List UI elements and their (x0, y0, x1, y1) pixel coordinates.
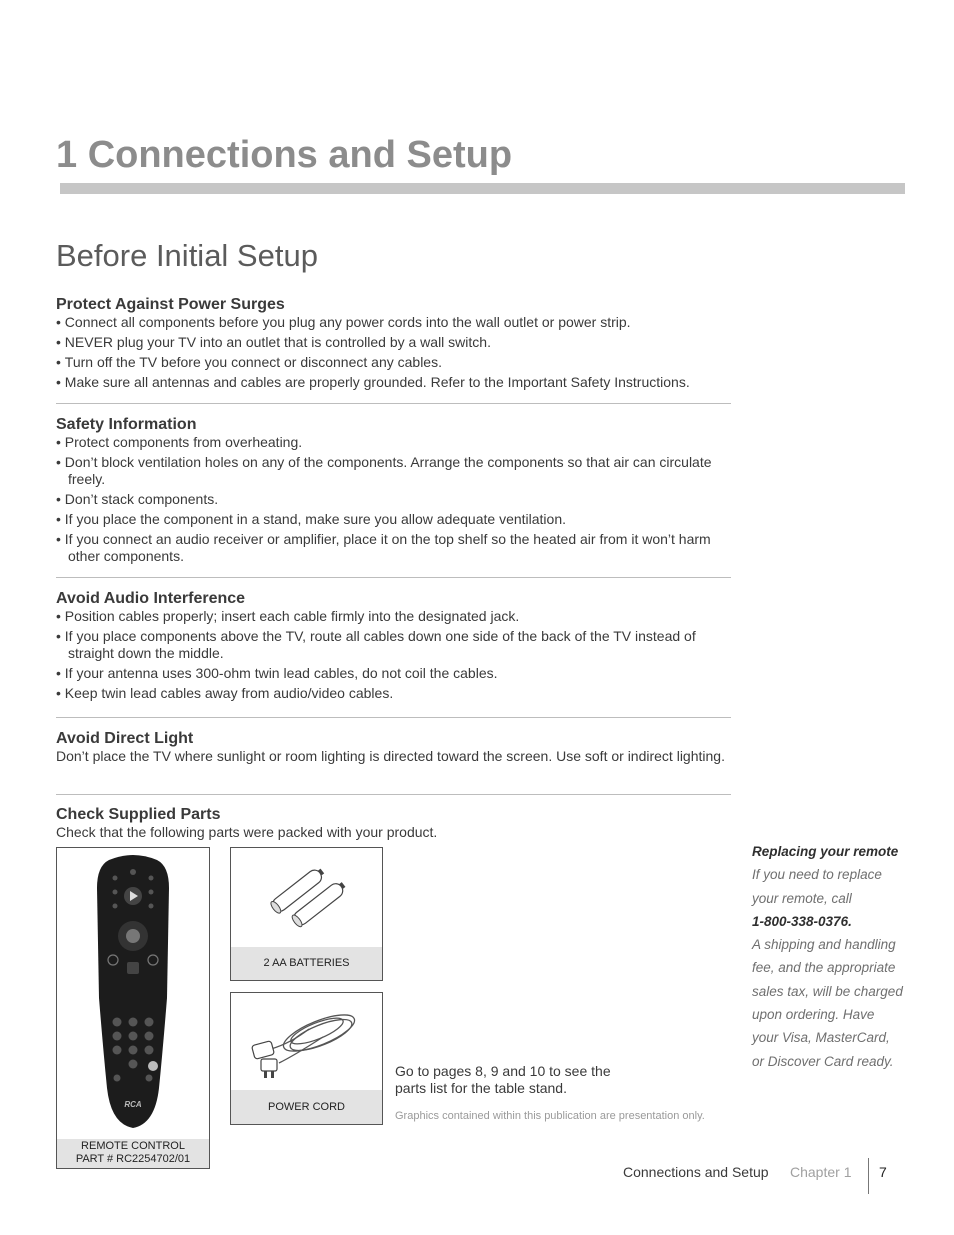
safety-info-block (56, 415, 732, 568)
list-item: • NEVER plug your TV into an outlet that is controlled by a wall switch. (56, 334, 732, 351)
safety-info-heading: Safety Information (56, 416, 197, 433)
footer-section: Connections and Setup (623, 1164, 769, 1180)
section-divider (56, 717, 731, 718)
batteries-icon (231, 848, 382, 946)
supplied-parts-text: Check that the following parts were packed with your product. (56, 824, 438, 840)
section-divider (56, 403, 731, 404)
power-cord-icon (231, 993, 382, 1089)
sidebar-line: your Visa, MasterCard, (752, 1030, 890, 1046)
sidebar-line: or Discover Card ready. (752, 1053, 894, 1069)
sidebar-line: fee, and the appropriate (752, 960, 896, 976)
list-item: • Keep twin lead cables away from audio/video cables. (56, 685, 732, 702)
direct-light-heading: Avoid Direct Light (56, 730, 194, 747)
list-item: • Don’t block ventilation holes on any of the components. Arrange the components so that air can circulate freely. (56, 454, 732, 488)
remote-control-part (56, 847, 210, 1169)
section-title: Before Initial Setup (56, 238, 318, 273)
list-item: • Don’t stack components. (56, 491, 732, 508)
sidebar-line: A shipping and handling (752, 937, 896, 953)
power-cord-part (230, 992, 383, 1125)
sidebar-line: sales tax, will be charged (752, 983, 903, 999)
supplied-parts-block (56, 805, 732, 841)
graphics-note: Graphics contained within this publication are presentation only. (395, 1110, 705, 1122)
footer-divider (868, 1158, 869, 1194)
batteries-label: 2 AA BATTERIES (231, 947, 382, 980)
audio-interference-list (56, 608, 732, 702)
direct-light-block (56, 729, 732, 765)
list-item: • Position cables properly; insert each cable firmly into the designated jack. (56, 608, 732, 625)
remote-brand-logo: RCA (124, 1100, 142, 1109)
list-item: • If you place the component in a stand, make sure you allow adequate ventilation. (56, 511, 732, 528)
safety-info-list (56, 434, 732, 565)
list-item: • Turn off the TV before you connect or disconnect any cables. (56, 354, 732, 371)
direct-light-text: Don’t place the TV where sunlight or room lighting is directed toward the screen. Use soft or indirect lighting. (56, 748, 725, 764)
replace-remote-sidebar (752, 840, 922, 1073)
power-surges-list (56, 314, 732, 391)
page-number: 7 (879, 1164, 887, 1180)
power-cord-label: POWER CORD (231, 1090, 382, 1124)
sidebar-line: upon ordering. Have (752, 1007, 875, 1023)
list-item: • If your antenna uses 300-ohm twin lead cables, do not coil the cables. (56, 665, 732, 682)
list-item: • Connect all components before you plug any power cords into the wall outlet or power strip. (56, 314, 732, 331)
list-item: • If you place components above the TV, route all cables down one side of the back of the TV instead of straight down the middle. (56, 628, 732, 662)
list-item: • If you connect an audio receiver or amplifier, place it on the top shelf so the heated air from it won’t harm other components. (56, 531, 732, 565)
audio-interference-heading: Avoid Audio Interference (56, 590, 246, 607)
sidebar-title: Replacing your remote (752, 844, 899, 859)
power-surges-block (56, 295, 732, 394)
section-divider (56, 577, 731, 578)
footer-chapter: Chapter 1 (790, 1164, 852, 1180)
remote-control-icon (57, 848, 209, 1138)
sidebar-line: your remote, call (752, 890, 852, 906)
power-surges-heading: Protect Against Power Surges (56, 296, 285, 313)
section-divider (56, 794, 731, 795)
batteries-part (230, 847, 383, 981)
list-item: • Make sure all antennas and cables are properly grounded. Refer to the Important Safety Instructions. (56, 374, 732, 391)
supplied-parts-heading: Check Supplied Parts (56, 806, 221, 823)
stand-note: Go to pages 8, 9 and 10 to see the parts list for the table stand. (395, 1063, 611, 1096)
audio-interference-block (56, 589, 732, 705)
chapter-rule (60, 183, 905, 194)
sidebar-line: If you need to replace (752, 867, 882, 883)
remote-label: REMOTE CONTROL PART # RC2254702/01 (57, 1139, 209, 1168)
list-item: • Protect components from overheating. (56, 434, 732, 451)
chapter-title: 1 Connections and Setup (56, 134, 513, 176)
sidebar-phone: 1-800-338-0376. (752, 913, 852, 929)
